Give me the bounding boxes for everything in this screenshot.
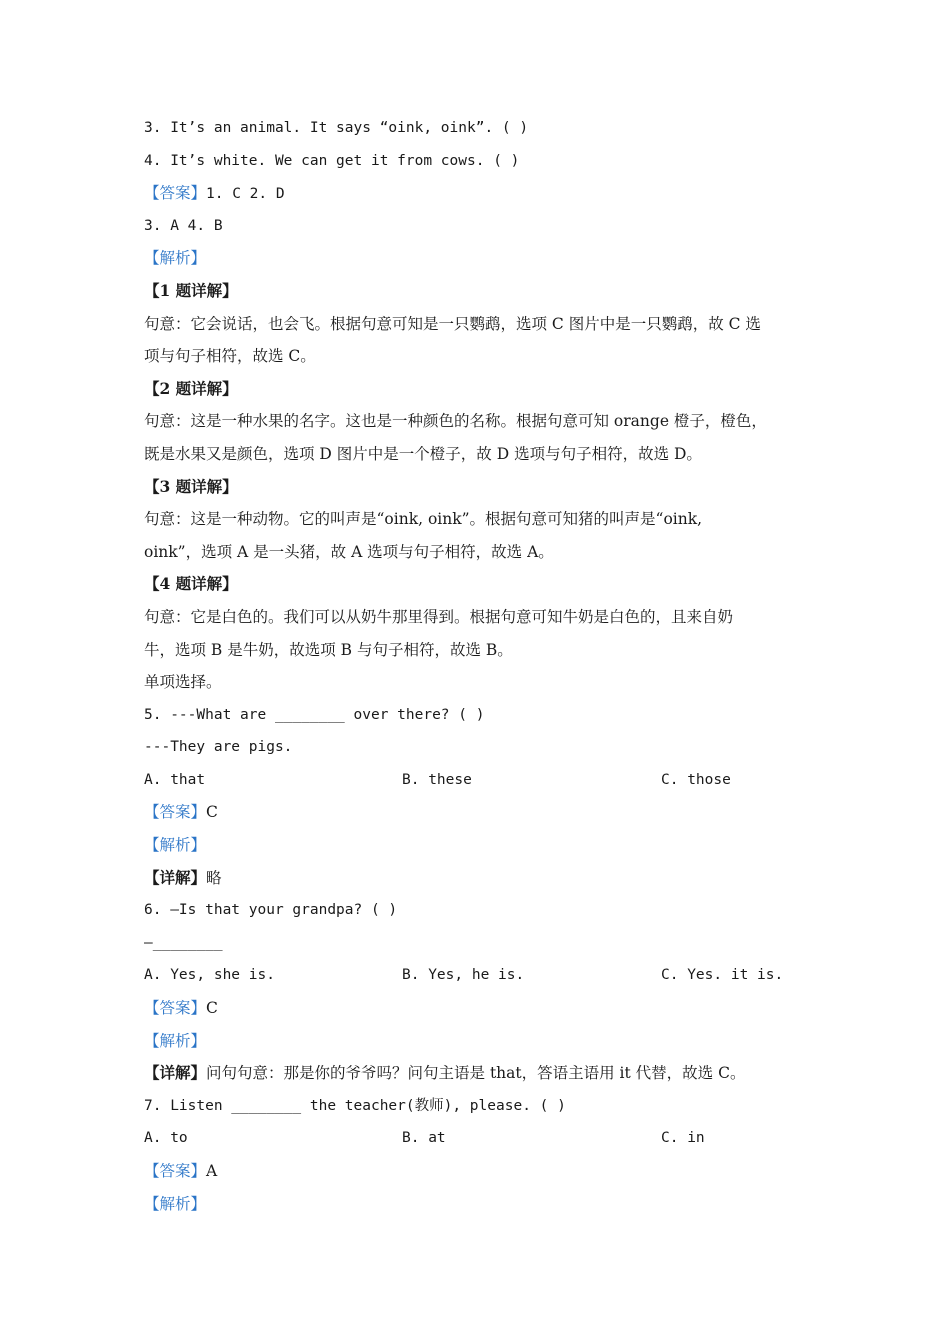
detail-1-text-b: 项与句子相符，故选 C。 <box>144 347 316 366</box>
answer-6: C <box>206 999 218 1018</box>
answer-row-7 <box>144 1155 804 1188</box>
answer-label: 【答案】 <box>144 184 207 203</box>
detail-4-title: 【4 题详解】 <box>144 574 238 594</box>
answer-3-4: 3. A 4. B <box>144 217 223 234</box>
question-5: 5. ---What are ________ over there? ( ) <box>144 706 485 723</box>
detail-2-title: 【2 题详解】 <box>144 378 238 398</box>
question-3: 3. It’s an animal. It says “oink, oink”. ( ) <box>144 120 529 136</box>
detail-row-5 <box>144 862 804 895</box>
answer-5: C <box>206 803 218 822</box>
answer-label: 【答案】 <box>144 1162 207 1180</box>
detail-4-text-a: 句意：它是白色的。我们可以从奶牛那里得到。根据句意可知牛奶是白色的，且来自奶 <box>144 607 734 626</box>
question-7: 7. Listen ________ the teacher(教师), please. ( ) <box>144 1097 566 1114</box>
section-heading: 单项选择。 <box>144 673 222 692</box>
detail-1-text-a: 句意：它会说话，也会飞。根据句意可知是一只鹦鹉，选项 C 图片中是一只鹦鹉，故 C 选 <box>144 314 761 333</box>
page-content <box>144 112 804 1220</box>
answer-row-5 <box>144 796 804 829</box>
option-c: C. those <box>661 771 731 788</box>
answer-1-2: 1. C 2. D <box>206 186 285 203</box>
detail-6: 问句句意：那是你的爷爷吗？问句主语是 that，答语主语用 it 代替，故选 C。 <box>206 1064 746 1083</box>
analysis-label: 【解析】 <box>144 1194 207 1213</box>
analysis-label: 【解析】 <box>144 249 207 268</box>
detail-3-text-a: 句意：这是一种动物。它的叫声是“oink, oink”。根据句意可知猪的叫声是“oink, <box>144 510 703 529</box>
option-a: A. that <box>144 771 206 788</box>
detail-1-title: 【1 题详解】 <box>144 280 238 300</box>
detail-row-6 <box>144 1057 804 1090</box>
option-b: B. Yes, he is. <box>402 967 525 984</box>
answer-label: 【答案】 <box>144 999 207 1018</box>
detail-label: 【详解】 <box>144 1063 207 1083</box>
answer-row-1-2 <box>144 177 804 210</box>
option-a: A. Yes, she is. <box>144 967 275 984</box>
option-b: B. at <box>402 1130 446 1147</box>
detail-4-text-b: 牛，选项 B 是牛奶，故选项 B 与句子相符，故选 B。 <box>144 640 513 659</box>
detail-5: 略 <box>206 868 222 887</box>
detail-2-text-a: 句意：这是一种水果的名字。这也是一种颜色的名称。根据句意可知 orange 橙子，橙色， <box>144 412 767 431</box>
detail-2-text-b: 既是水果又是颜色，选项 D 图片中是一个橙子，故 D 选项与句子相符，故选 D。 <box>144 444 702 463</box>
question-6: 6. —Is that your grandpa? ( ) <box>144 902 398 919</box>
question-6-options <box>144 959 804 992</box>
question-4: 4. It’s white. We can get it from cows. ( ) <box>144 152 520 169</box>
analysis-label: 【解析】 <box>144 1031 207 1050</box>
option-a: A. to <box>144 1130 188 1147</box>
detail-3-text-b: oink”，选项 A 是一头猪，故 A 选项与句子相符，故选 A。 <box>144 542 554 561</box>
answer-7: A <box>206 1162 218 1180</box>
question-7-options <box>144 1122 804 1155</box>
option-c: C. in <box>661 1130 705 1147</box>
question-5-reply: ---They are pigs. <box>144 739 293 756</box>
option-c: C. Yes. it is. <box>661 967 784 984</box>
answer-label: 【答案】 <box>144 803 207 822</box>
question-5-options <box>144 764 804 797</box>
detail-3-title: 【3 题详解】 <box>144 476 238 496</box>
detail-label: 【详解】 <box>144 867 207 887</box>
answer-row-6 <box>144 992 804 1025</box>
analysis-label: 【解析】 <box>144 836 207 855</box>
question-6-reply: —________ <box>144 934 223 951</box>
option-b: B. these <box>402 771 472 788</box>
